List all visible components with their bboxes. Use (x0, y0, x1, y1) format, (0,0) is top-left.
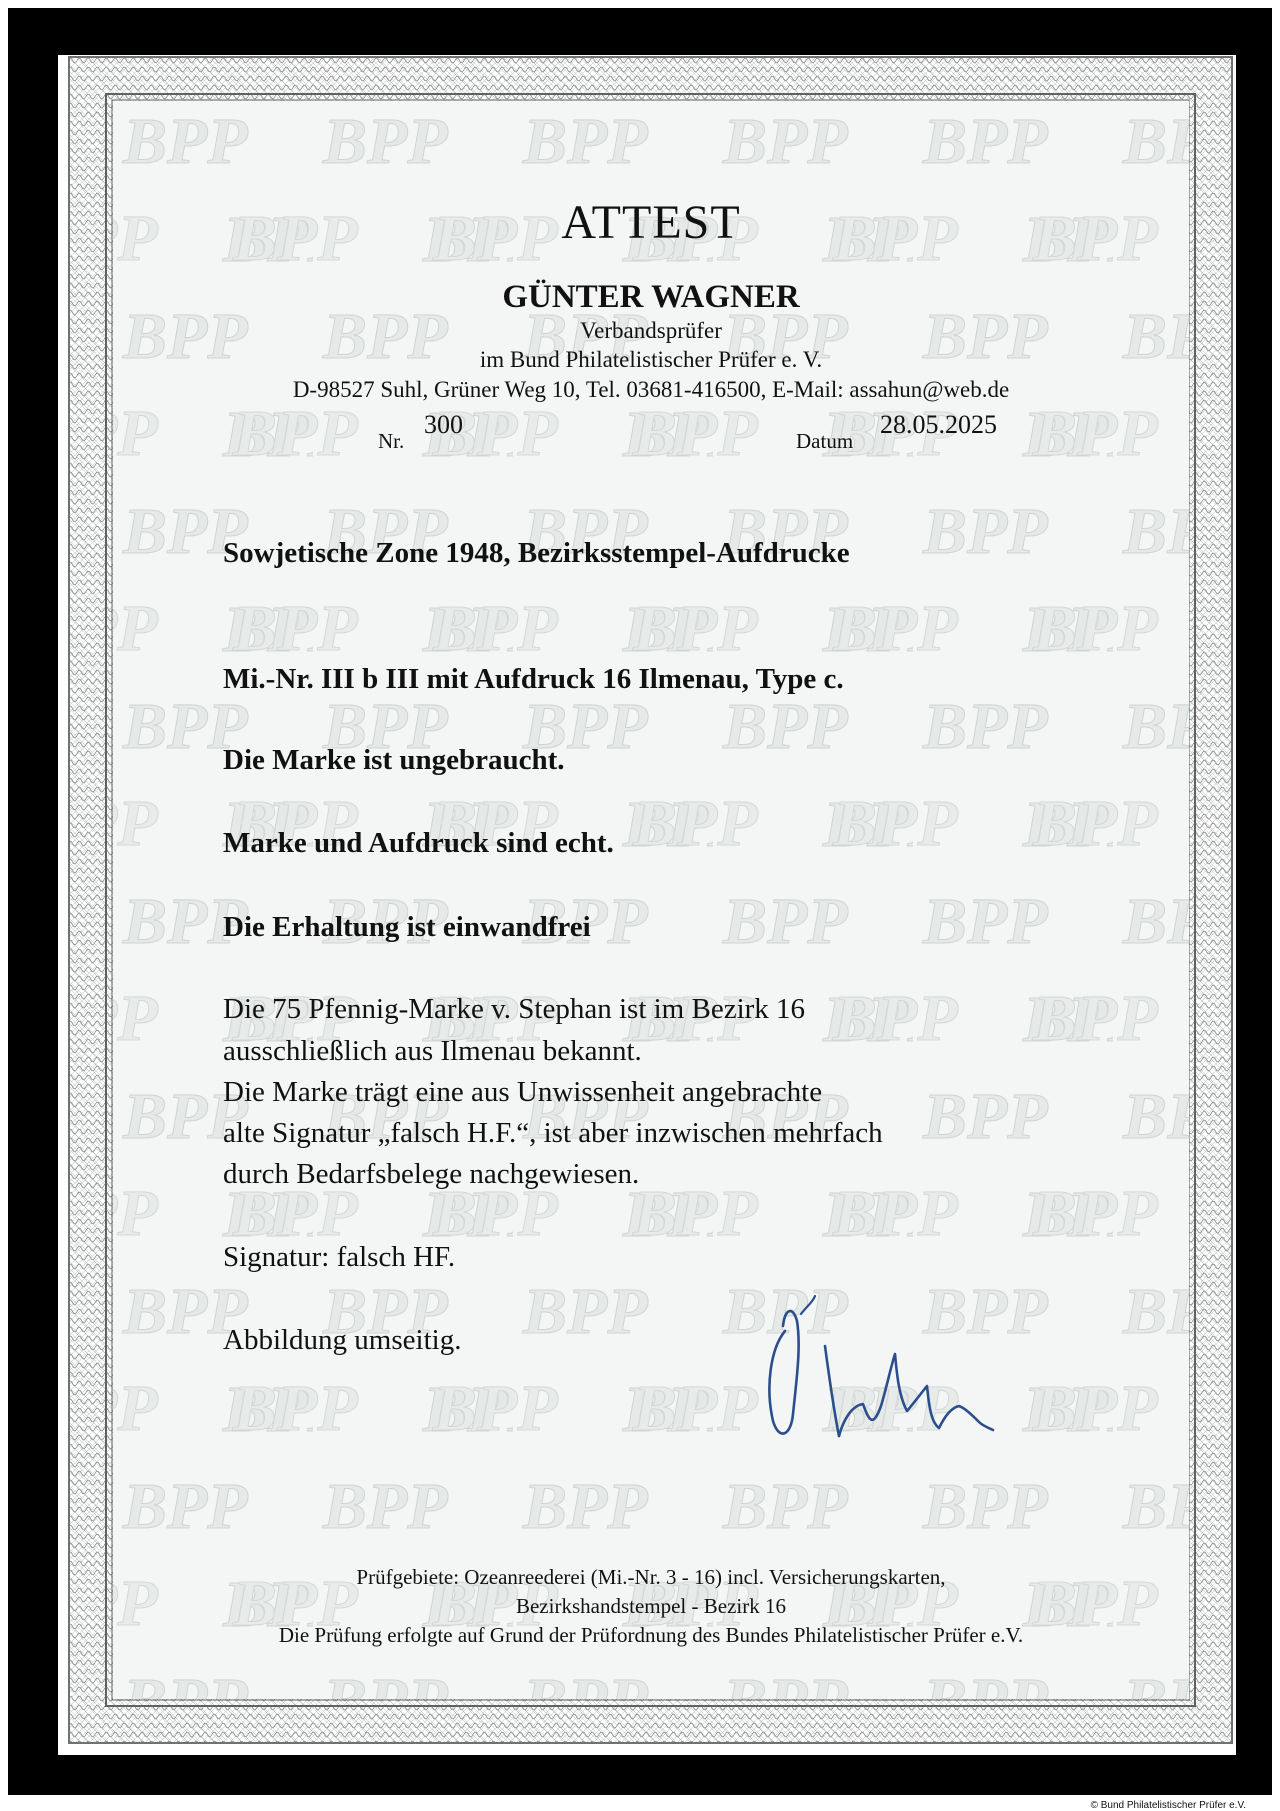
examiner-role: Verbandsprüfer (580, 318, 722, 343)
genuineness-statement: Marke und Aufdruck sind echt. (223, 827, 614, 859)
image-note: Abbildung umseitig. (223, 1324, 462, 1356)
certificate-title: ATTEST (561, 196, 741, 249)
remark-line: ausschließlich aus Ilmenau bekannt. (223, 1035, 642, 1067)
footer-exam-areas: Prüfgebiete: Ozeanreederei (Mi.-Nr. 3 - 16) incl. Versicherungskarten, (356, 1565, 946, 1589)
certificate-body (113, 101, 1189, 1699)
subject-line: Sowjetische Zone 1948, Bezirksstempel-Aufdrucke (223, 537, 850, 569)
catalog-line: Mi.-Nr. III b III mit Aufdruck 16 Ilmenau, Type c. (223, 663, 844, 695)
copyright-notice: © Bund Philatelistischer Prüfer e.V. (1090, 1800, 1246, 1811)
number-label: Nr. (378, 429, 405, 453)
signature-note: Signatur: falsch HF. (223, 1241, 456, 1273)
remark-line: Die 75 Pfennig-Marke v. Stephan ist im Bezirk 16 (223, 993, 806, 1025)
remark-line: Die Marke trägt eine aus Unwissenheit angebrachte (223, 1076, 823, 1108)
certificate-date: 28.05.2025 (880, 410, 997, 439)
remark-line: durch Bedarfsbelege nachgewiesen. (223, 1158, 640, 1190)
examiner-name: GÜNTER WAGNER (502, 279, 800, 315)
usage-statement: Die Marke ist ungebraucht. (223, 744, 565, 776)
association-name: im Bund Philatelistischer Prüfer e. V. (479, 347, 823, 372)
examiner-address: D-98527 Suhl, Grüner Weg 10, Tel. 03681-416500, E-Mail: assahun@web.de (292, 377, 1010, 402)
footer-exam-areas-2: Bezirkshandstempel - Bezirk 16 (515, 1594, 786, 1618)
examiner-signature (673, 1236, 1053, 1476)
preservation-statement: Die Erhaltung ist einwandfrei (223, 911, 591, 943)
footer-legal-note: Die Prüfung erfolgte auf Grund der Prüfordnung des Bundes Philatelistischer Prüfer e.V. (278, 1623, 1024, 1647)
remark-line: alte Signatur „falsch H.F.“, ist aber inzwischen mehrfach (223, 1117, 883, 1149)
certificate-number: 300 (424, 410, 463, 439)
date-label: Datum (796, 429, 854, 453)
